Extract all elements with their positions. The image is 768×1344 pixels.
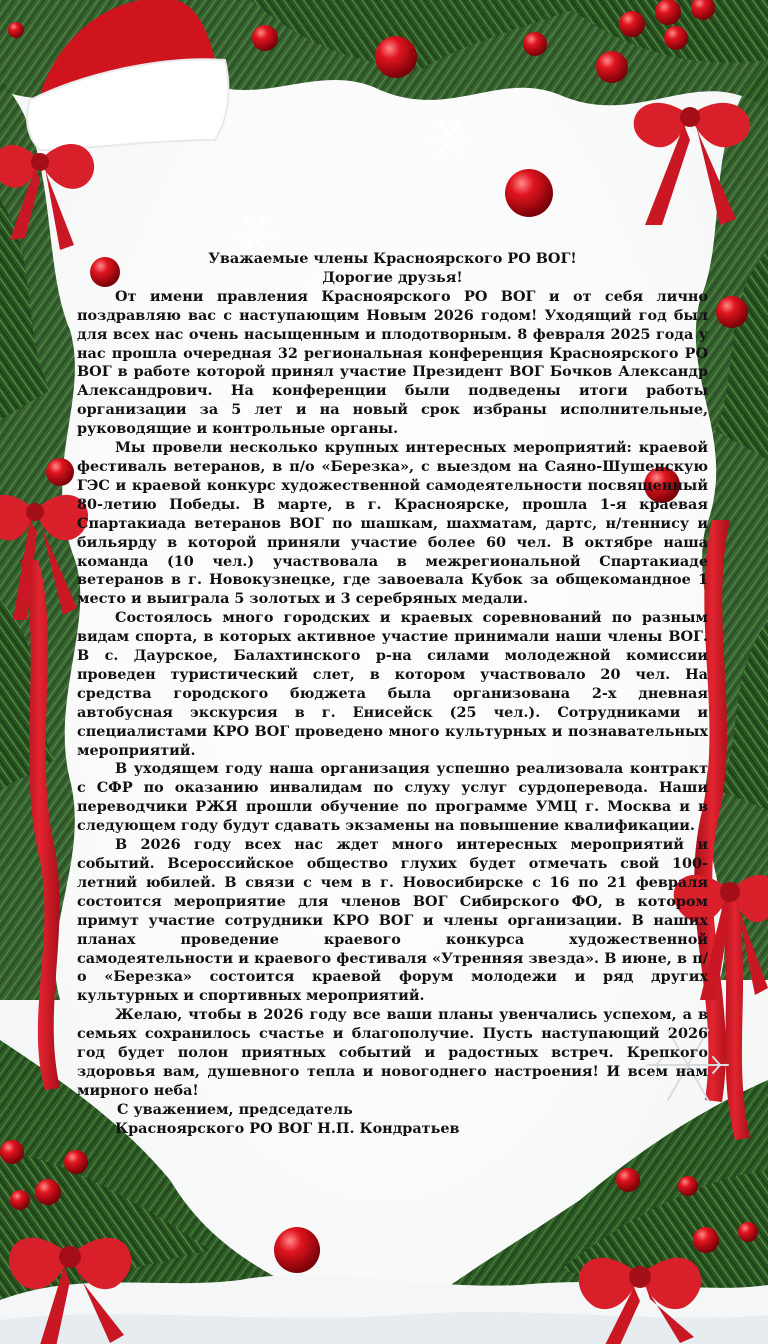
- letter-paragraph: Желаю, чтобы в 2026 году все ваши планы увенчались успехом, а в семьях сохранилось счастье и благополучие. Пусть наступающий 2026 год будет полон приятных событий и радостных встреч. Крепкого здоровья вам, душевного тепла и новогоднего настроения! И всем нам мирного неба!: [77, 1006, 708, 1099]
- letter-paragraph: Мы провели несколько крупных интересных мероприятий: краевой фестиваль ветеранов, в п/о «Березка», с выездом на Саяно-Шушенскую ГЭС и краевой конкурс художественной самодеятельности посвященный 80-летию Победы. В марте, в г. Красноярске, прошла 1-я краевая Спартакиада ветеранов ВОГ по шашкам, шахматам, дартс, н/теннису и бильярду в которой приняли участие более 60 чел. В октябре наша команда (10 чел.) участвовала в межрегиональной Спартакиаде ветеранов в г. Новокузнецке, где завоевала Кубок за общекомандное 1 место и выиграла 5 золотых и 3 серебряных медали.: [77, 439, 708, 608]
- greeting-line: Уважаемые члены Красноярского РО ВОГ!: [208, 250, 577, 267]
- letter-paragraph: В уходящем году наша организация успешно реализовала контракт с СФР по оказанию инвалидам по слуху услуг сурдоперевода. Наши переводчики РЖЯ прошли обучение по программе УМЦ г. Москва и в следующем году будут сдавать экзамены на повышение квалификации.: [77, 760, 708, 835]
- letter-paragraph: Состоялось много городских и краевых соревнований по разным видам спорта, в которых активное участие принимали наши члены ВОГ. В с. Даурское, Балахтинского р-на силами молодежной комиссии проведен туристический слет, в котором участвовало 20 чел. На средства городского бюджета была организована 2-х дневная автобусная экскурсия в г. Енисейск (25 чел.). Сотрудниками и специалистами КРО ВОГ проведено много культурных и познавательных мероприятий.: [77, 609, 708, 759]
- greeting-line: Дорогие друзья!: [322, 268, 463, 286]
- letter-body: [77, 250, 708, 1139]
- snowflake-icon: [235, 121, 470, 252]
- letter-paragraph: В 2026 году всех нас ждет много интересных мероприятий и событий. Всероссийское общество глухих будет отмечать свой 100-летний юбилей. В связи с чем в г. Новосибирске с 16 по 21 февраля состоится мероприятие для членов ВОГ Сибирского ФО, в котором примут участие сотрудники КРО ВОГ и члены организации. В наших планах проведение краевого конкурса художественной самодеятельности и краевого фестиваля «Утренняя звезда». В июне, в п/о «Березка» состоится краевой форум молодежи и ряд других культурных и спортивных мероприятий.: [77, 836, 708, 1005]
- signature-line: С уважением, председатель: [117, 1100, 353, 1118]
- signature-line: Красноярского РО ВОГ Н.П. Кондратьев: [115, 1119, 460, 1137]
- letter-paragraph: От имени правления Красноярского РО ВОГ и от себя лично поздравляю вас с наступающим Новым 2026 годом! Уходящий год был для всех нас очень насыщенным и плодотворным. 8 февраля 2025 года у нас прошла очередная 32 региональная конференция Красноярского РО ВОГ в работе которой принял участие Президент ВОГ Бочков Александр Александрович. На конференции были подведены итоги работы организации за 5 лет и на новый срок избраны исполнительные, руководящие и контрольные органы.: [77, 287, 708, 438]
